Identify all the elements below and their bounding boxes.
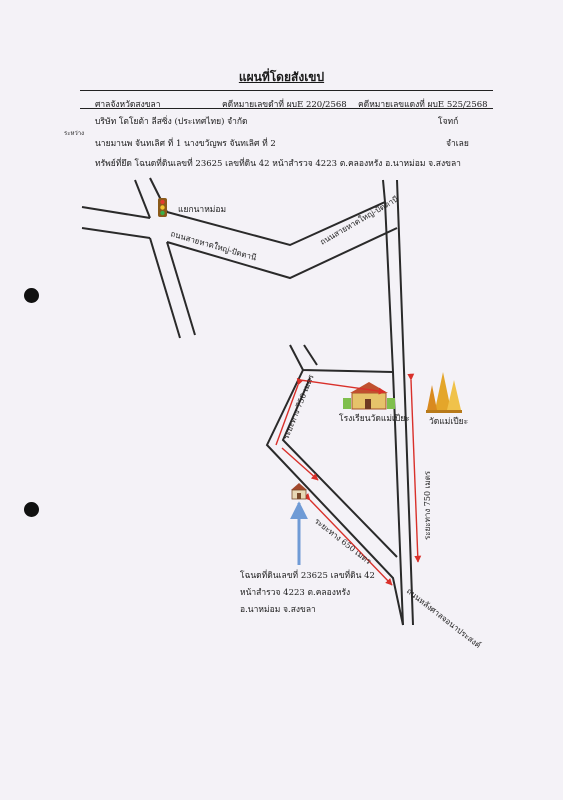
red-case-number: คดีหมายเลขแดงที่ ผบE 525/2568 bbox=[358, 100, 488, 110]
court-name: ศาลจังหวัดสงขลา bbox=[95, 100, 161, 110]
road-west-top-left bbox=[82, 207, 150, 218]
black-case-number: คดีหมายเลขดำที่ ผบE 220/2568 bbox=[222, 100, 347, 110]
road-west-label: ถนนสายหาดใหญ่-ปัตตานี bbox=[169, 229, 258, 263]
between-label: ระหว่าง bbox=[64, 130, 85, 137]
deed-line-1: โฉนดที่ดินเลขที่ 23625 เลขที่ดิน 42 bbox=[240, 571, 375, 581]
deed-line-2: หน้าสำรวจ 4223 ต.คลองหรัง bbox=[240, 588, 351, 598]
deed-line-3: อ.นาหม่อม จ.สงขลา bbox=[240, 605, 316, 615]
seized-property: ทรัพย์ที่ยึด โฉนดที่ดินเลขที่ 23625 เลขที่ดิน 42 หน้าสำรวจ 4223 ต.คลองหรัง อ.นาหม่อม จ.สงขลา bbox=[95, 159, 461, 169]
road-south-right-edge bbox=[167, 242, 195, 335]
road-north-left-edge bbox=[135, 180, 150, 218]
school-icon bbox=[343, 382, 395, 409]
road-south-left-edge bbox=[150, 238, 180, 338]
plaintiff-name: บริษัท โตโยต้า ลีสซิ่ง (ประเทศไทย) จำกัด bbox=[95, 117, 248, 127]
defendant-role: จำเลย bbox=[446, 139, 469, 149]
page-title: แผนที่โดยสังเขป bbox=[238, 70, 325, 84]
school-label: โรงเรียนวัดแม่เปียะ bbox=[339, 414, 410, 424]
road-main-lower-edge bbox=[167, 228, 397, 278]
distance-right-label: ระยะทาง 750 เมตร bbox=[423, 470, 432, 540]
temple-label: วัดแม่เปียะ bbox=[429, 417, 469, 427]
distance-upper-left-label: ระยะทาง 750 เมตร bbox=[281, 373, 316, 441]
road-branch-stub bbox=[304, 345, 317, 365]
plaintiff-role: โจทก์ bbox=[438, 117, 459, 127]
defendant-name: นายมานพ จันทเลิศ ที่ 1 นางขวัญพร จันทเลิศ ที่ 2 bbox=[95, 139, 276, 149]
road-north-label: ถนนสายหาดใหญ่-ปัตตานี bbox=[318, 194, 401, 247]
distance-lower-label: ระยะทาง 650 เมตร bbox=[312, 516, 373, 567]
temple-icon bbox=[426, 372, 462, 413]
intersection-label: แยกนาหม่อม bbox=[178, 205, 227, 215]
arrow-mid bbox=[282, 448, 318, 480]
road-lower-label: ถนนหลังศาลจอนาประสงค์ bbox=[404, 586, 483, 650]
road-west-bottom-left bbox=[82, 228, 150, 238]
traffic-light-icon bbox=[158, 198, 167, 217]
arrow-right bbox=[411, 380, 418, 562]
